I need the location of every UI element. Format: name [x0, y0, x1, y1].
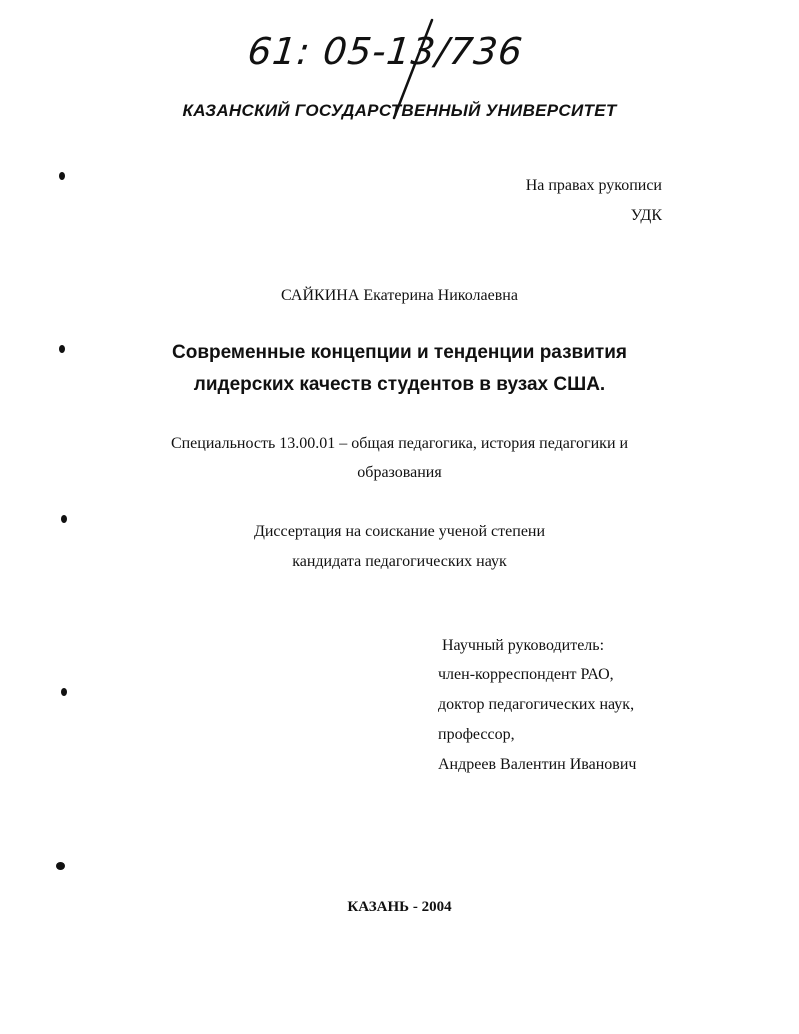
binding-mark [61, 515, 67, 523]
supervisor-line3: профессор, [438, 726, 515, 743]
city-year: КАЗАНЬ - 2004 [347, 899, 452, 915]
dissertation-title-line1: Современные концепции и тенденции развития [172, 342, 627, 363]
degree-line2: кандидата педагогических наук [292, 553, 507, 570]
binding-mark [56, 862, 65, 870]
archive-number: 61: 05-13/736 [245, 30, 526, 73]
specialty-line2: образования [357, 464, 442, 481]
specialty-line1: Специальность 13.00.01 – общая педагогика, история педагогики и [170, 435, 629, 452]
author-name: САЙКИНА Екатерина Николаевна [281, 287, 518, 304]
supervisor-line2: доктор педагогических наук, [438, 696, 635, 713]
supervisor-name: Андреев Валентин Иванович [438, 756, 637, 773]
degree-line1: Диссертация на соискание ученой степени [253, 523, 546, 540]
supervisor-label: Научный руководитель: [442, 637, 605, 654]
rights-note: На правах рукописи [525, 177, 662, 194]
udk-label: УДК [630, 207, 662, 224]
binding-mark [59, 172, 65, 180]
supervisor-line1: член-корреспондент РАО, [438, 666, 614, 683]
binding-mark [59, 345, 65, 353]
dissertation-title-line2: лидерских качеств студентов в вузах США. [193, 374, 606, 395]
binding-mark [61, 688, 67, 696]
university-name: КАЗАНСКИЙ ГОСУДАРСТВЕННЫЙ УНИВЕРСИТЕТ [182, 101, 617, 120]
